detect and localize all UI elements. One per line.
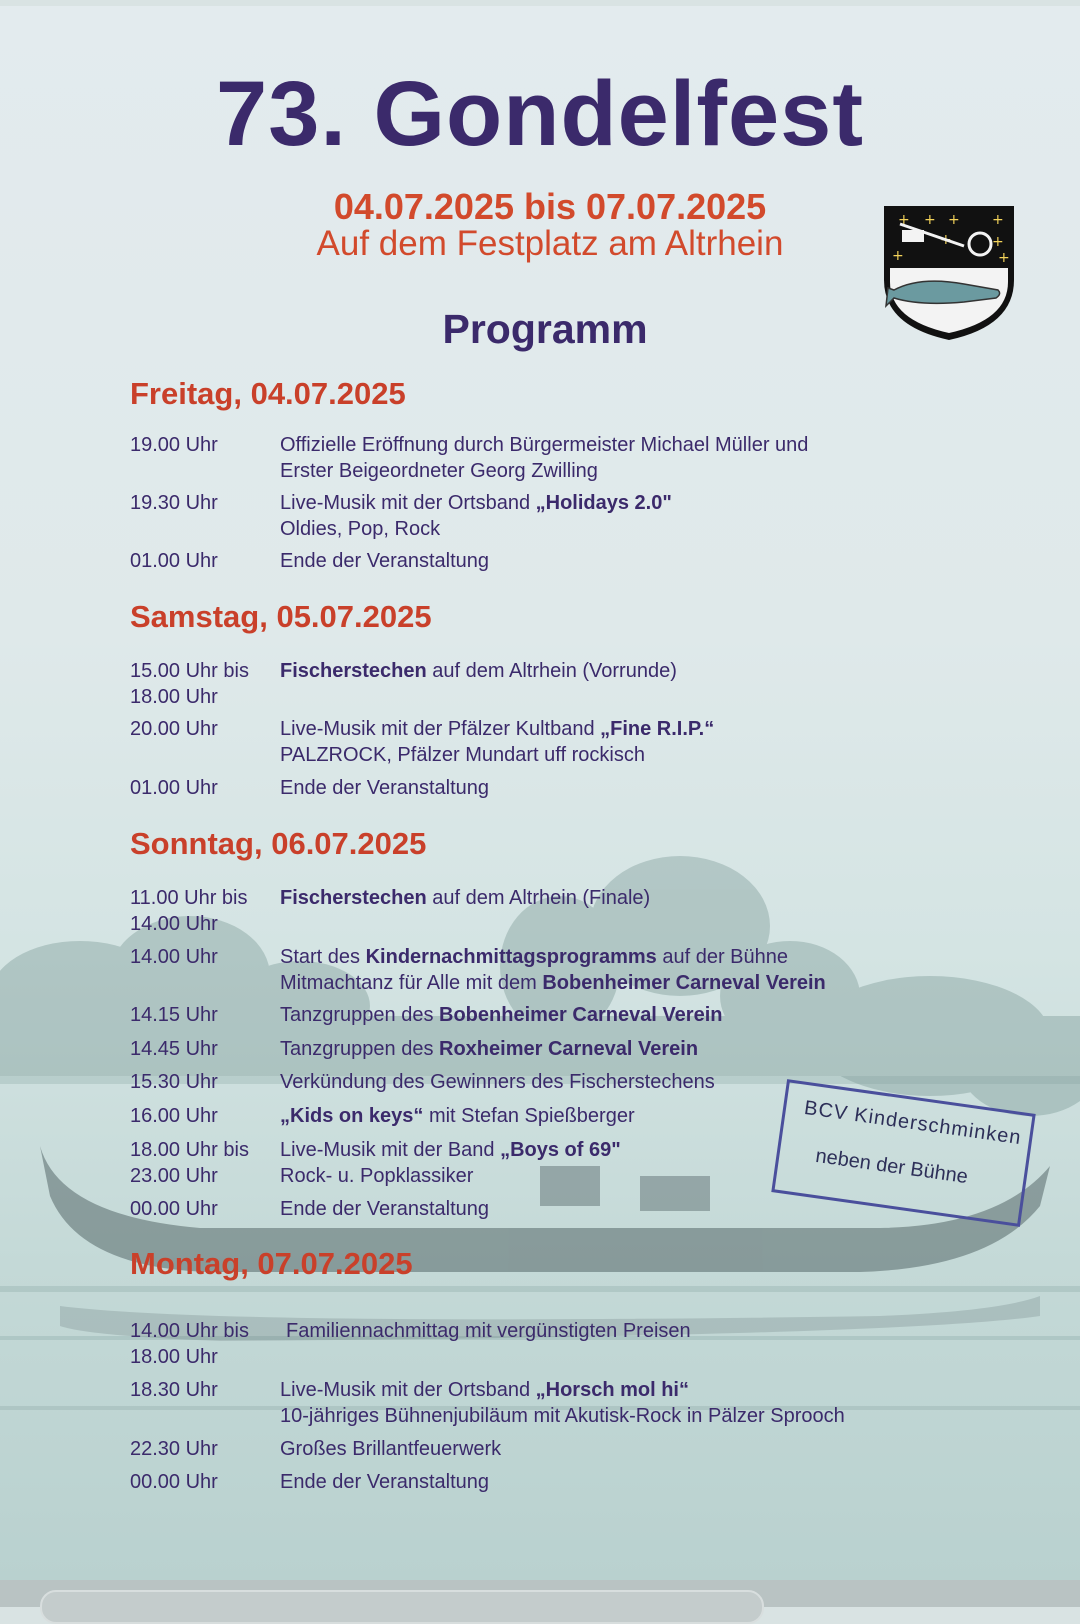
event-description-line (280, 1403, 845, 1429)
highlight-text: „Horsch mol hi“ (535, 1379, 689, 1401)
event-time-line: 11.00 Uhr bis (130, 887, 248, 909)
event-time-line: 00.00 Uhr (130, 1198, 218, 1220)
event-description-line (280, 970, 826, 996)
event-description-line (280, 716, 714, 742)
svg-text:+: + (992, 234, 1004, 250)
event-time (130, 1318, 280, 1370)
event-description (280, 548, 489, 574)
event-time (130, 1436, 280, 1462)
svg-text:+: + (998, 250, 1010, 266)
event-description-line (280, 1196, 489, 1222)
text-segment: 10-jähriges Bühnenjubiläum mit Akutisk-Rock in Pälzer Sprooch (280, 1405, 845, 1427)
text-segment: PALZROCK, Pfälzer Mundart uff rockisch (280, 744, 645, 766)
highlight-text: „Kids on keys“ (280, 1105, 424, 1127)
event-description (280, 1069, 715, 1095)
text-segment: Oldies, Pop, Rock (280, 518, 441, 540)
text-segment: auf der Bühne (656, 946, 788, 968)
event-description-line (280, 885, 650, 911)
event-description (280, 944, 826, 996)
text-segment: Erster Beigeordneter Georg Zwilling (280, 460, 598, 482)
event-time-line: 14.00 Uhr (130, 946, 218, 968)
event-description-line (280, 1002, 722, 1028)
coat-of-arms-icon (880, 202, 1018, 344)
text-segment: Ende der Veranstaltung (280, 550, 490, 572)
svg-text:+: + (898, 212, 910, 228)
poster (0, 6, 1080, 1580)
event-time (130, 775, 280, 801)
event-time-line: 18.30 Uhr (130, 1379, 218, 1401)
day-heading: Montag, 07.07.2025 (130, 1246, 413, 1281)
highlight-text: „Holidays 2.0" (535, 492, 672, 514)
event-time (130, 1002, 280, 1028)
text-segment: Großes Brillantfeuerwerk (280, 1438, 502, 1460)
highlight-text: Kindernachmittagsprogramms (365, 946, 657, 968)
event-time-line: 01.00 Uhr (130, 550, 218, 572)
event-description (280, 1103, 635, 1129)
event-description-line (280, 775, 489, 801)
event-description (280, 1036, 698, 1062)
highlight-text: Bobenheimer Carneval Verein (542, 972, 826, 994)
event-time (130, 1137, 280, 1189)
event-description (280, 775, 489, 801)
text-segment: mit Stefan Spießberger (423, 1105, 635, 1127)
event-time-line: 14.45 Uhr (130, 1038, 218, 1060)
text-segment: Live-Musik mit der Band (280, 1139, 501, 1161)
text-segment: auf dem Altrhein (Vorrunde) (426, 660, 677, 682)
event-time (130, 1069, 280, 1095)
program-heading: Programm (442, 306, 648, 352)
highlight-text: Fischerstechen (280, 887, 427, 909)
text-segment: Verkündung des Gewinners des Fischerstechens (280, 1071, 715, 1093)
event-time-line: 15.30 Uhr (130, 1071, 218, 1093)
event-time (130, 716, 280, 742)
text-segment: Rock- u. Popklassiker (280, 1165, 474, 1187)
event-time (130, 885, 280, 937)
event-description (280, 1436, 501, 1462)
event-description (280, 1377, 845, 1429)
event-time-line: 18.00 Uhr bis (130, 1139, 249, 1161)
highlight-text: Roxheimer Carneval Verein (439, 1038, 699, 1060)
day-heading: Samstag, 05.07.2025 (130, 599, 432, 634)
text-segment: Tanzgruppen des (280, 1038, 440, 1060)
text-segment: Tanzgruppen des (280, 1004, 440, 1026)
text-segment: Ende der Veranstaltung (280, 777, 490, 799)
svg-text:+: + (940, 232, 952, 248)
stamp-line-1: BCV Kinderschminken (802, 1096, 1023, 1150)
event-time-line: 18.00 Uhr (130, 686, 218, 708)
event-time (130, 1103, 280, 1129)
event-time (130, 944, 280, 970)
event-description-line (280, 1069, 715, 1095)
text-segment: Ende der Veranstaltung (280, 1471, 490, 1493)
event-venue: Auf dem Festplatz am Altrhein (316, 224, 784, 263)
text-segment: Live-Musik mit der Ortsband (280, 1379, 536, 1401)
event-time-line: 00.00 Uhr (130, 1471, 218, 1493)
event-time-line: 18.00 Uhr (130, 1346, 218, 1368)
text-segment: Mitmachtanz für Alle mit dem (280, 972, 543, 994)
event-description (280, 490, 672, 542)
event-description (280, 658, 677, 684)
event-description-line (280, 658, 677, 684)
event-description (280, 1137, 621, 1189)
event-description-line (280, 1469, 489, 1495)
event-time (130, 658, 280, 710)
day-heading: Sonntag, 06.07.2025 (130, 826, 427, 861)
event-description (280, 432, 808, 484)
day-heading: Freitag, 04.07.2025 (130, 376, 406, 411)
svg-text:+: + (892, 248, 904, 264)
highlight-text: Fischerstechen (280, 660, 427, 682)
event-description (280, 1002, 722, 1028)
event-time (130, 1196, 280, 1222)
event-dates: 04.07.2025 bis 07.07.2025 (333, 186, 767, 227)
stamp-line-2: neben der Bühne (814, 1144, 970, 1189)
event-description (280, 885, 650, 911)
svg-text:+: + (924, 212, 936, 228)
event-time (130, 548, 280, 574)
event-time-line: 22.30 Uhr (130, 1438, 218, 1460)
event-time-line: 20.00 Uhr (130, 718, 218, 740)
event-description (286, 1318, 691, 1344)
text-segment: Ende der Veranstaltung (280, 1198, 490, 1220)
event-description (280, 716, 714, 768)
event-description-line (280, 516, 672, 542)
event-description-line (280, 548, 489, 574)
event-description-line (280, 742, 714, 768)
event-description-line (280, 458, 808, 484)
bottom-bar (0, 1580, 1080, 1607)
event-time-line: 15.00 Uhr bis (130, 660, 249, 682)
text-segment: Live-Musik mit der Pfälzer Kultband (280, 718, 601, 740)
event-description-line (280, 1103, 635, 1129)
page-title: 73. Gondelfest (216, 63, 864, 165)
event-description-line (280, 432, 808, 458)
highlight-text: „Boys of 69" (500, 1139, 621, 1161)
text-segment: Offizielle Eröffnung durch Bürgermeister Michael Müller und (280, 434, 809, 456)
event-description-line (280, 944, 826, 970)
text-segment: Live-Musik mit der Ortsband (280, 492, 536, 514)
event-time-line: 01.00 Uhr (130, 777, 218, 799)
event-description (280, 1469, 489, 1495)
event-time-line: 19.30 Uhr (130, 492, 218, 514)
event-time (130, 432, 280, 458)
event-time-line: 23.00 Uhr (130, 1165, 218, 1187)
event-description-line (280, 1036, 698, 1062)
event-time-line: 16.00 Uhr (130, 1105, 218, 1127)
event-description-line (280, 490, 672, 516)
event-description-line (280, 1436, 501, 1462)
event-time (130, 490, 280, 516)
event-description (280, 1196, 489, 1222)
text-segment: Familiennachmittag mit vergünstigten Preisen (286, 1320, 691, 1342)
svg-text:+: + (992, 212, 1004, 228)
svg-text:+: + (948, 212, 960, 228)
event-time-line: 19.00 Uhr (130, 434, 218, 456)
event-description-line (280, 1377, 845, 1403)
highlight-text: Bobenheimer Carneval Verein (439, 1004, 723, 1026)
event-time-line: 14.15 Uhr (130, 1004, 218, 1026)
event-description-line (280, 1163, 621, 1189)
event-time-line: 14.00 Uhr (130, 913, 218, 935)
bottom-pill (40, 1590, 764, 1624)
text-segment: auf dem Altrhein (Finale) (426, 887, 651, 909)
event-time-line: 14.00 Uhr bis (130, 1320, 249, 1342)
event-time (130, 1377, 280, 1403)
event-description-line (286, 1318, 691, 1344)
event-time (130, 1036, 280, 1062)
highlight-text: „Fine R.I.P.“ (600, 718, 715, 740)
event-description-line (280, 1137, 621, 1163)
event-time (130, 1469, 280, 1495)
text-segment: Start des (280, 946, 366, 968)
